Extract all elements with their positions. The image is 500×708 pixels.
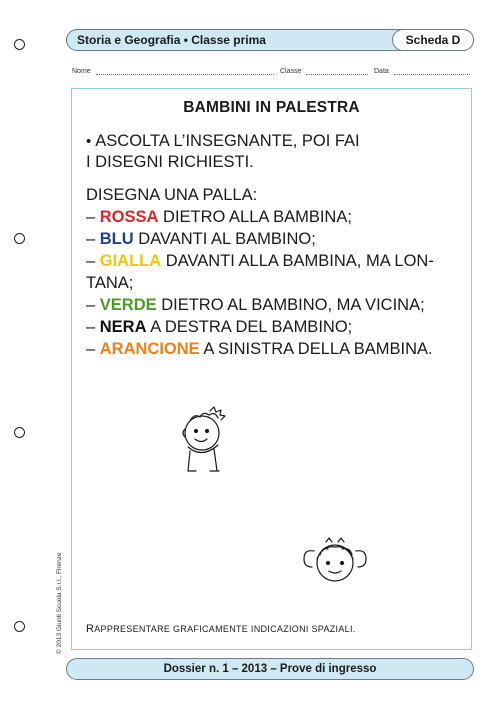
classe-field[interactable]	[306, 74, 368, 75]
objective-text: APPRESENTARE GRAFICAMENTE INDICAZIONI SPAZIALI.	[94, 624, 356, 634]
task-text: DIETRO AL BAMBINO, MA VICINA;	[156, 296, 425, 314]
task-color-word: GIALLA	[99, 252, 162, 270]
task-text: A SINISTRA DELLA BAMBINA.	[199, 340, 433, 358]
binder-hole	[14, 621, 25, 632]
task-text: A DESTRA DEL BAMBINO;	[146, 318, 353, 336]
bullet-icon: •	[86, 133, 92, 150]
instruction	[86, 131, 360, 173]
classe-label: Classe	[280, 68, 302, 75]
task-color-word: ARANCIONE	[99, 340, 200, 358]
binder-hole	[14, 233, 25, 244]
nome-field[interactable]	[96, 74, 274, 75]
instruction-line: I DISEGNI RICHIESTI.	[86, 153, 254, 171]
task-line	[86, 250, 462, 272]
task-line	[86, 316, 462, 338]
task-color-word: VERDE	[99, 296, 157, 314]
task-line	[86, 338, 462, 360]
task-color-word: ROSSA	[99, 208, 159, 226]
task-text: DIETRO ALLA BAMBINA;	[158, 208, 352, 226]
task-text: TANA;	[86, 274, 134, 292]
header-bar	[66, 29, 474, 51]
task-line	[86, 272, 462, 294]
instruction-line: ASCOLTA L’INSEGNANTE, POI FAI	[95, 132, 360, 150]
task-line	[86, 228, 462, 250]
scheda-label: Scheda D	[392, 29, 474, 51]
task-text: DAVANTI AL BAMBINO;	[133, 230, 316, 248]
girl-figure-icon	[300, 537, 370, 587]
boy-figure-icon	[180, 405, 232, 477]
task-color-word: NERA	[99, 318, 147, 336]
learning-objective	[86, 623, 356, 635]
exercise-title: BAMBINI IN PALESTRA	[183, 99, 360, 116]
data-label: Data	[374, 68, 389, 75]
task-dash: –	[86, 318, 100, 336]
task-dash: –	[86, 340, 100, 358]
task-dash: –	[86, 252, 100, 270]
nome-label: Nome	[72, 68, 91, 75]
task-dash: –	[86, 230, 100, 248]
student-fields	[72, 68, 472, 80]
copyright-notice: © 2013 Giunti Scuola S.r.l., Firenze	[56, 552, 63, 654]
task-text: DAVANTI ALLA BAMBINA, MA LON-	[161, 252, 434, 270]
task-dash: –	[86, 208, 100, 226]
footer-bar: Dossier n. 1 – 2013 – Prove di ingresso	[66, 658, 474, 680]
task-list	[86, 184, 462, 360]
exercise-card	[71, 88, 472, 650]
task-intro: DISEGNA UNA PALLA:	[86, 186, 258, 204]
objective-initial: R	[86, 623, 95, 635]
task-line	[86, 206, 462, 228]
binder-hole	[14, 39, 25, 50]
subject-label: Storia e Geografia • Classe prima	[77, 33, 266, 47]
data-field[interactable]	[394, 74, 470, 75]
task-color-word: BLU	[99, 230, 134, 248]
binder-hole	[14, 427, 25, 438]
task-line	[86, 294, 462, 316]
task-dash: –	[86, 296, 100, 314]
